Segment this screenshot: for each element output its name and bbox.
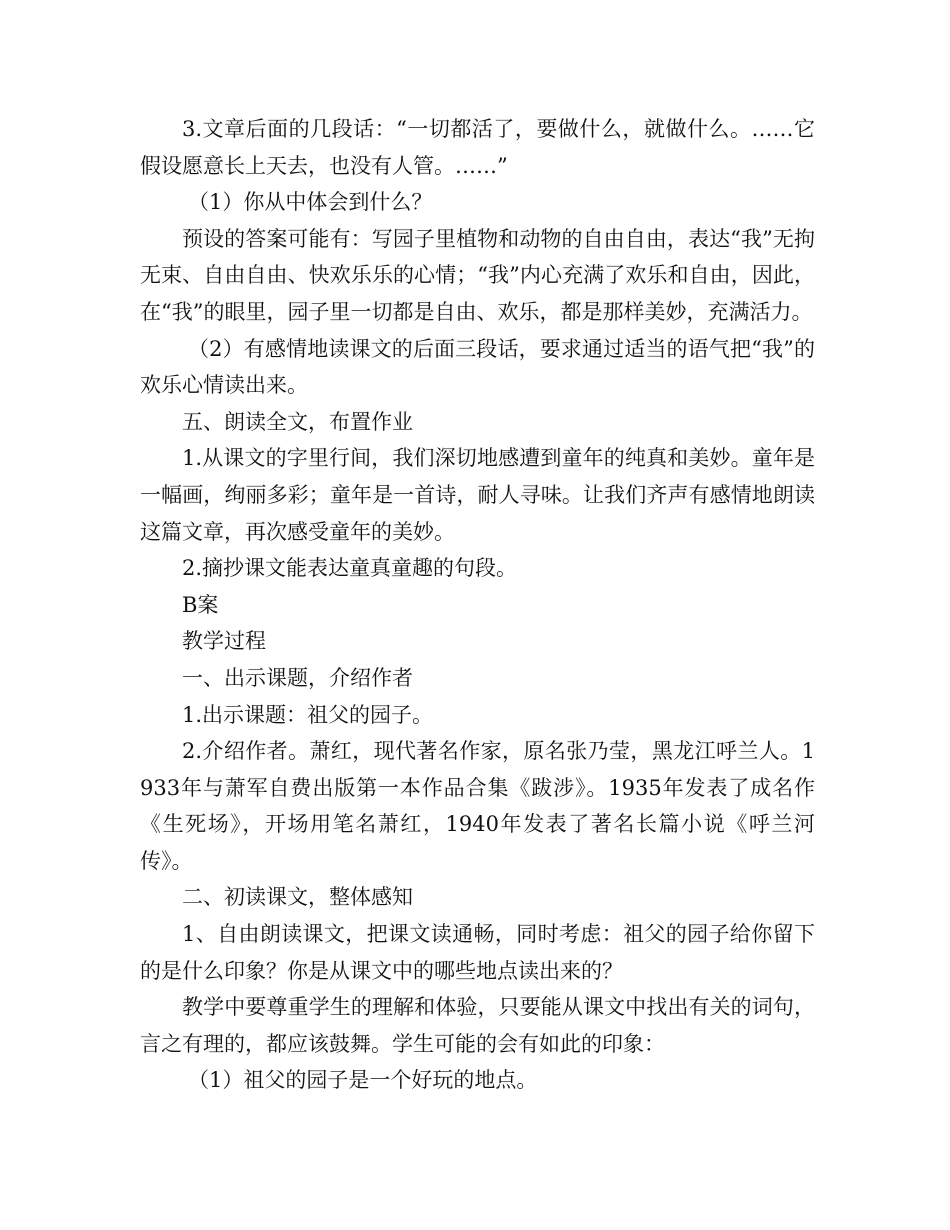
section-heading: 二、初读课文，整体感知	[182, 885, 413, 910]
paragraph: 1.出示课题：祖父的园子。	[182, 702, 434, 727]
section-heading: B案	[182, 592, 219, 617]
paragraph: 1.从课文的字里行间，我们深切地感遭到童年的纯真和美妙。童年是一幅画，绚丽多彩；童年是一首诗，耐人寻味。让我们齐声有感情地朗读这篇文章，再次感受童年的美妙。	[140, 446, 815, 544]
paragraph: 预设的答案可能有：写园子里植物和动物的自由自由，表达“我”无拘无束、自由自由、快欢乐乐的心情；“我”内心充满了欢乐和自由，因此，在“我”的眼里，园子里一切都是自由、欢乐，都是那样美妙，充满活力。	[140, 226, 815, 324]
paragraph: 2.摘抄课文能表达童真童趣的句段。	[182, 556, 518, 581]
paragraph: （1）你从中体会到什么？	[188, 190, 433, 215]
paragraph: 教学中要尊重学生的理解和体验，只要能从课文中找出有关的词句，言之有理的，都应该鼓舞。学生可能的会有如此的印象：	[140, 995, 815, 1056]
paragraph: 2.介绍作者。萧红，现代著名作家，原名张乃莹，黑龙江呼兰人。1933年与萧军自费出版第一本作品合集《跋涉》。1935年发表了成名作《生死场》，开场用笔名萧红，1940年发表了著名长篇小说《呼兰河传》。	[140, 739, 815, 873]
paragraph: （1）祖父的园子是一个好玩的地点。	[188, 1068, 538, 1093]
section-heading: 五、朗读全文，布置作业	[182, 409, 413, 434]
section-heading: 教学过程	[182, 629, 266, 654]
paragraph: 1、自由朗读课文，把课文读通畅，同时考虑：祖父的园子给你留下的是什么印象？你是从课文中的哪些地点读出来的？	[140, 922, 815, 983]
document-body	[140, 111, 815, 1099]
paragraph: （2）有感情地读课文的后面三段话，要求通过适当的语气把“我”的欢乐心情读出来。	[140, 336, 815, 398]
section-heading: 一、出示课题，介绍作者	[182, 665, 413, 690]
paragraph: 3.文章后面的几段话：“一切都活了，要做什么，就做什么。……它假设愿意长上天去，也没有人管。……”	[140, 117, 815, 178]
